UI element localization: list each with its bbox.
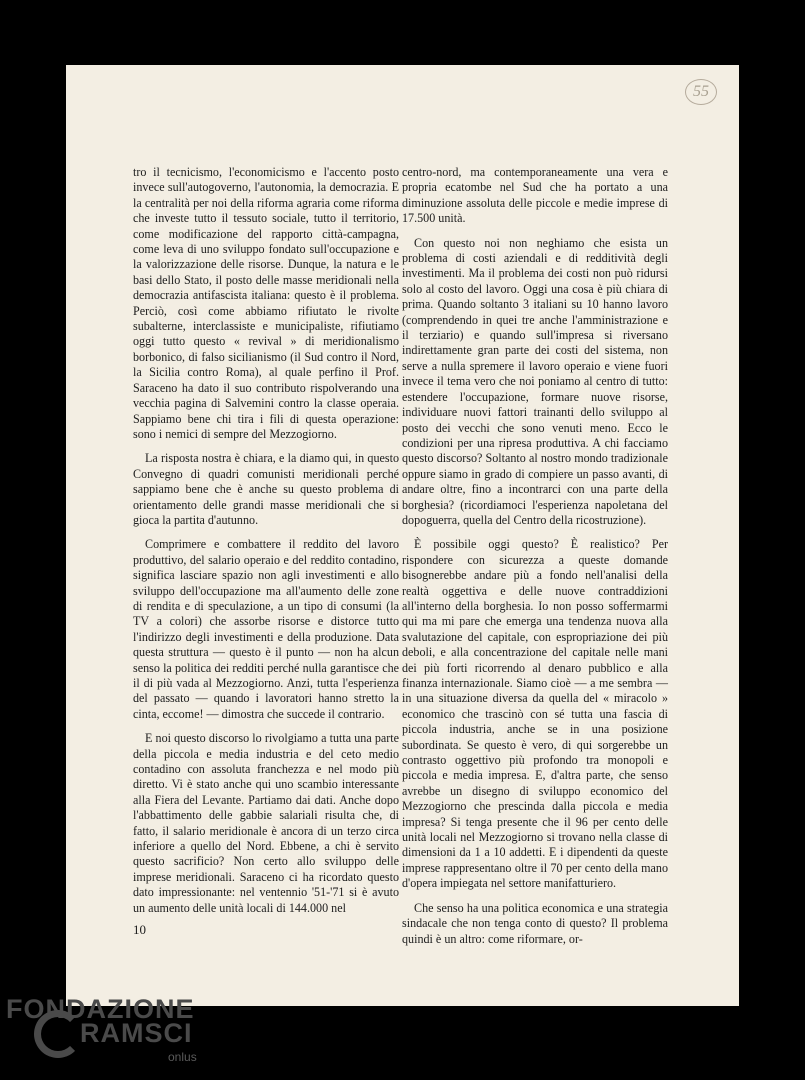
fondazione-gramsci-logo <box>0 990 220 1080</box>
logo-top-text: FONDAZIONE <box>6 994 195 1024</box>
paragraph: Comprimere e combattere il reddito del lavoro produttivo, del salario operaio e del reddito contadino, significa lasciare spazio non agli investimenti e allo sviluppo dell'occupazione ma all'aumento delle zone di rendita e di speculazione, a un tipo di consumi (la TV a colori) che assorbe risorse e distorce tutto l'indirizzo degli investimenti e della produzione. Data questa struttura — questo è il punto — non ha alcun senso la politica dei redditi perché nulla garantisce che il di più vada al Mezzogiorno. Anzi, tutta l'esperienza del passato — quando i lavoratori hanno stretto la cinta, eccome! — dimostra che succede il contrario. <box>133 537 399 721</box>
page-number: 10 <box>133 922 146 937</box>
logo-sub-text: onlus <box>168 1050 197 1064</box>
paragraph: tro il tecnicismo, l'economicismo e l'accento posto invece sull'autogoverno, l'autonomia, la democrazia. E la centralità per noi della riforma agraria come riforma che investe tutto il tessuto sociale, tutto il territorio, come modificazione del rapporto città-campagna, come leva di uno sviluppo fondato sull'occupazione e la valorizzazione delle risorse. Dunque, la natura e le basi dello Stato, il posto delle masse meridionali nella democrazia antifascista italiana: questo è il problema. Perciò, così come abbiamo rifiutato le rivolte subalterne, interclassiste e municipaliste, rifiutiamo oggi tutto questo « revival » di meridionalismo borbonico, di falso sicilianismo (il Sud contro il Nord, la Sicilia contro Roma), al quale perfino il Prof. Saraceno ha dato il suo contributo rispolverando una vecchia pagina di Salvemini contro la classe operaia. Sappiamo bene chi tira i fili di questa operazione: sono i nemici di sempre del Mezzogiorno. <box>133 165 399 441</box>
logo-bottom-text: RAMSCI <box>80 1018 193 1048</box>
document-page <box>66 65 739 1006</box>
paragraph: Con questo noi non neghiamo che esista un problema di costi aziendali e di redditività degli investimenti. Ma il problema dei costi non può ridursi solo al costo del lavoro. Oggi una cosa è più chiara di prima. Quando soltanto 3 italiani su 10 hanno lavoro (comprendendo in quei tre anche l'amministrazione e il terziario) e quando sull'impresa si riversano indirettamente gran parte dei costi del sistema, non serve a nulla spremere il lavoro operaio e viene fuori invece il tema vero che noi poniamo al centro di tutto: estendere l'occupazione, formare nuove risorse, individuare nuovi fattori trainanti dello sviluppo al posto dei vecchi che sono venuti meno. Ecco le condizioni per una ripresa produttiva. A chi facciamo questo discorso? Soltanto al nostro mondo tradizionale oppure siamo in grado di compiere un passo avanti, di andare oltre, fino a incontrarci con una parte della borghesia? (ricordiamoci l'esperienza napoletana del dopoguerra, quella del Centro della ricostruzione). <box>402 235 668 527</box>
paragraph: È possibile oggi questo? È realistico? Per rispondere con sicurezza a queste domande bisognerebbe andare più a fondo nell'analisi della realtà oggettiva e delle nuove contraddizioni all'interno della borghesia. Io non posso soffermarmi qui ma mi pare che emerga una tendenza nuova alla svalutazione del capitale, con espropriazione dei più deboli, e alla concentrazione del capitale nelle mani dei più forti ricorrendo al denaro pubblico e alla finanza internazionale. Siamo cioè — a me sembra — in una situazione diversa da quella del « miracolo » economico che trascinò con sé tutta una fascia di piccola industria, anche se in una posizione subordinata. Se questo è vero, di qui sorgerebbe un contrasto oggettivo più profondo tra monopoli e piccola e media impresa. E, d'altra parte, che senso avrebbe un disegno di sviluppo economico del Mezzogiorno che prescinda dalla piccola e media impresa? Si tenga presente che il 96 per cento delle unità locali nel Mezzogiorno si trovano nella classe di dimensioni da 1 a 10 addetti. E i dipendenti da queste imprese rappresentano oltre il 70 per cento della mano d'opera impiegata nel settore manifatturiero. <box>402 537 668 891</box>
paragraph: La risposta nostra è chiara, e la diamo qui, in questo Convegno di quadri comunisti meridionali perché sappiamo bene che è anche su questo problema di orientamento delle grandi masse meridionali che si gioca la partita d'autunno. <box>133 451 399 527</box>
paragraph: E noi questo discorso lo rivolgiamo a tutta una parte della piccola e media industria e del ceto medio contadino con assoluta franchezza e nel modo più diretto. Vi è stato anche qui uno scambio interessante alla Fiera del Levante. Partiamo dai dati. Anche dopo l'abbattimento delle gabbie salariali risulta che, di fatto, il salario meridionale è ancora di un terzo circa inferiore a quello del Nord. Ebbene, a chi è servito questo sacrificio? Non certo allo sviluppo delle imprese meridionali. Saraceno ci ha ricordato questo dato impressionante: nel ventennio '51-'71 si è avuto un aumento delle unità locali di 144.000 nel <box>133 731 399 915</box>
paragraph: centro-nord, ma contemporaneamente una vera e propria ecatombe nel Sud che ha portato a una diminuzione assoluta delle piccole e medie imprese di 17.500 unità. <box>402 165 668 226</box>
handwritten-page-number: 55 <box>685 79 717 105</box>
left-column <box>133 165 399 916</box>
right-column <box>402 165 668 947</box>
paragraph: Che senso ha una politica economica e una strategia sindacale che non tenga conto di questo? Il problema quindi è un altro: come riformare, or- <box>402 900 668 946</box>
logo-g-icon <box>34 1010 82 1058</box>
